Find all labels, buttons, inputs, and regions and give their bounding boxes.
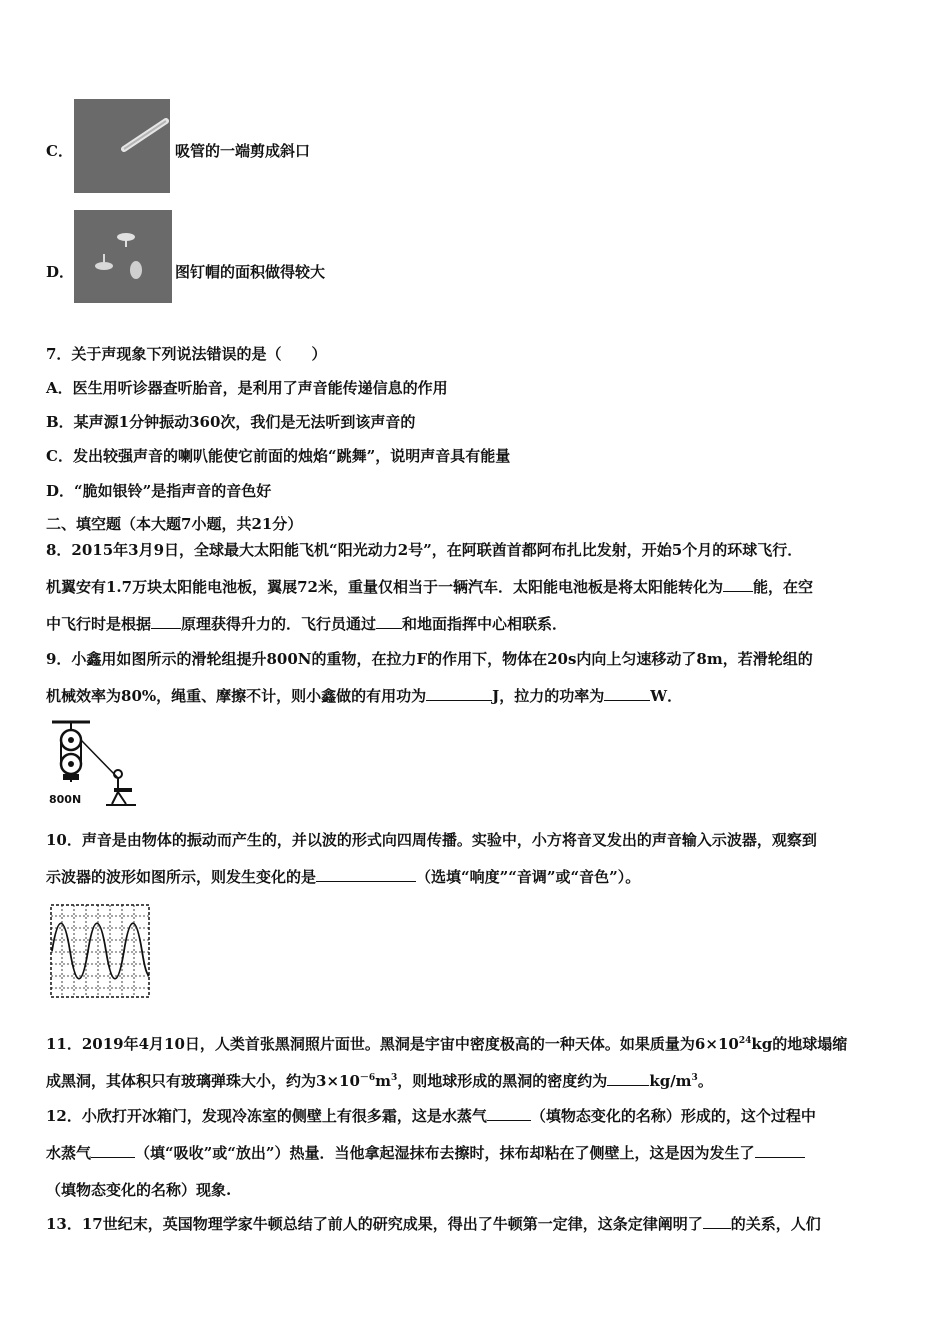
option-d-text: 图钉帽的面积做得较大	[175, 263, 326, 281]
q13-line-1	[46, 1214, 821, 1234]
q12-line-3: （填物态变化的名称）现象.	[46, 1181, 232, 1199]
answer-blank[interactable]	[703, 1214, 731, 1229]
q12-text: 12．小欣打开冰箱门，发现冷冻室的侧壁上有很多霜，这是水蒸气	[46, 1107, 487, 1125]
answer-blank[interactable]	[376, 614, 402, 629]
q11-text: 。	[697, 1072, 713, 1090]
q12-line-2	[46, 1143, 805, 1163]
q12-text: （填物态变化的名称）形成的，这个过程中	[530, 1107, 816, 1125]
q9-text: 机械效率为80%，绳重、摩擦不计，则小鑫做的有用功为	[46, 687, 427, 705]
q7-stem: 7．关于声现象下列说法错误的是（ ）	[46, 345, 327, 363]
answer-blank[interactable]	[487, 1106, 531, 1121]
q10-line-2	[46, 867, 640, 887]
straw-photo	[74, 99, 170, 193]
q8-line-1: 8．2015年3月9日，全球最大太阳能飞机“阳光动力2号”，在阿联酋首都阿布扎比发射，开始5个月的环球飞行．	[46, 541, 803, 559]
option-c-label: C．	[46, 142, 73, 160]
option-c-text: 吸管的一端剪成斜口	[175, 142, 311, 160]
section-heading: 二、填空题（本大题7小题，共21分）	[46, 515, 303, 533]
q9-line-1: 9．小鑫用如图所示的滑轮组提升800N的重物，在拉力F的作用下，物体在20s内向上匀速移动了8m，若滑轮组的	[46, 650, 813, 668]
q11-text: kg/m	[649, 1072, 692, 1090]
q10-text: （选填“响度”“音调”或“音色”）。	[416, 868, 641, 886]
q8-text: 能，在空	[752, 578, 813, 596]
answer-blank[interactable]	[607, 1071, 649, 1086]
answer-blank[interactable]	[723, 577, 753, 592]
q11-text: 11．2019年4月10日，人类首张黑洞照片面世。黑洞是宇宙中密度极高的一种天体。如果质量为6×10	[46, 1035, 739, 1053]
q7-option-a: A．医生用听诊器查听胎音，是利用了声音能传递信息的作用	[46, 379, 448, 397]
waveform-grid-icon	[50, 904, 150, 998]
q12-text: （填“吸收”或“放出”）热量．当他拿起湿抹布去擦时，抹布却粘在了侧壁上，这是因为发生了	[135, 1144, 755, 1162]
option-d-label: D．	[46, 263, 75, 281]
thumbtack-icon	[74, 210, 172, 303]
pulley-system-icon	[46, 716, 138, 808]
answer-blank[interactable]	[151, 614, 181, 629]
pulley-figure	[46, 716, 138, 808]
q7-option-b: B．某声源1分钟振动360次，我们是无法听到该声音的	[46, 413, 416, 431]
answer-blank[interactable]	[604, 686, 650, 701]
answer-blank[interactable]	[426, 686, 492, 701]
q11-exponent: 3	[691, 1073, 698, 1083]
q9-line-2	[46, 686, 682, 706]
q10-line-1: 10．声音是由物体的振动而产生的，并以波的形式向四周传播。实验中，小方将音叉发出的声音输入示波器，观察到	[46, 831, 817, 849]
q11-line-2	[46, 1071, 713, 1091]
weight-label: 800N	[49, 793, 82, 806]
q12-line-1	[46, 1106, 816, 1126]
q9-text: J，拉力的功率为	[492, 687, 605, 705]
q7-option-d: D．“脆如银铃”是指声音的音色好	[46, 482, 272, 500]
q7-option-c: C．发出较强声音的喇叭能使它前面的烛焰“跳舞”，说明声音具有能量	[46, 447, 511, 465]
q11-exponent: －6	[359, 1073, 376, 1083]
q10-text: 示波器的波形如图所示，则发生变化的是	[46, 868, 317, 886]
thumbtack-photo	[74, 210, 172, 303]
q8-text: 原理获得升力的．飞行员通过	[181, 615, 377, 633]
q12-text: 水蒸气	[46, 1144, 92, 1162]
q8-line-2	[46, 577, 813, 597]
oscilloscope-figure	[50, 904, 150, 998]
q8-line-3	[46, 614, 567, 634]
q11-line-1	[46, 1034, 847, 1054]
q11-text: m	[375, 1072, 392, 1090]
q11-text: 成黑洞，其体积只有玻璃弹珠大小，约为3×10	[46, 1072, 360, 1090]
answer-blank[interactable]	[91, 1143, 135, 1158]
q11-text: kg的地球塌缩	[751, 1035, 848, 1053]
q13-text: 13．17世纪末，英国物理学家牛顿总结了前人的研究成果，得出了牛顿第一定律，这条定律阐明了	[46, 1215, 703, 1233]
q8-text: 和地面指挥中心相联系．	[402, 615, 568, 633]
q13-text: 的关系，人们	[730, 1215, 821, 1233]
q8-text: 机翼安有1.7万块太阳能电池板，翼展72米，重量仅相当于一辆汽车．太阳能电池板是将太阳能转化为	[46, 578, 723, 596]
answer-blank[interactable]	[316, 867, 416, 882]
q11-exponent: 24	[738, 1036, 752, 1046]
straw-icon	[74, 99, 170, 193]
q11-exponent: 3	[391, 1073, 398, 1083]
q9-text: W．	[650, 687, 683, 705]
q8-text: 中飞行时是根据	[46, 615, 152, 633]
q11-text: ，则地球形成的黑洞的密度约为	[397, 1072, 608, 1090]
answer-blank[interactable]	[755, 1143, 805, 1158]
